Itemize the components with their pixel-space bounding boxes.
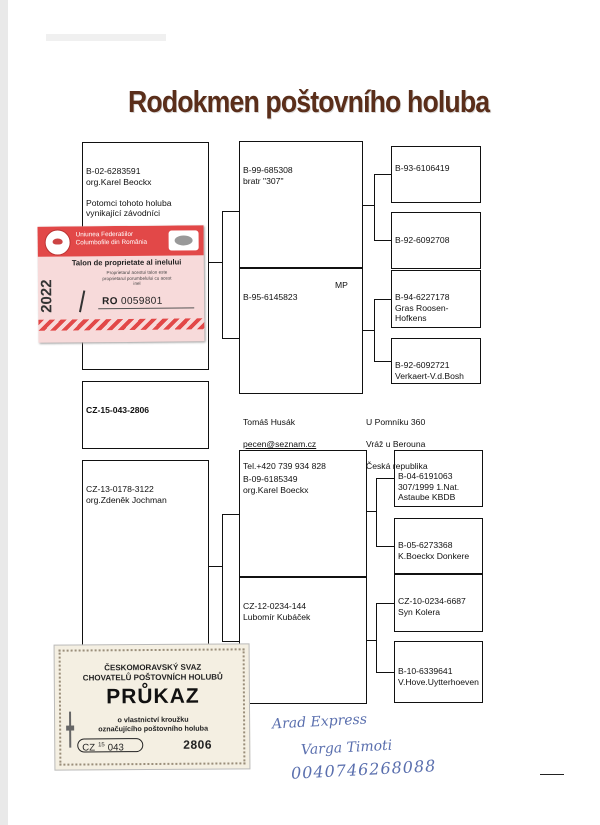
connector-line xyxy=(222,641,239,642)
connector-line xyxy=(374,361,391,362)
connector-line xyxy=(374,299,375,361)
ro-pen-mark xyxy=(79,290,85,312)
great-grandparent-box-6 xyxy=(394,518,483,574)
sibling-box xyxy=(82,381,209,449)
great-grandparent-box-3 xyxy=(391,270,481,328)
divider xyxy=(540,774,564,775)
cz-card-number: 2806 xyxy=(183,737,213,752)
connector-line xyxy=(376,603,394,604)
connector-line xyxy=(209,566,223,567)
ro-number: 0059801 xyxy=(120,295,163,308)
pigeon-org: org.Karel Beockx xyxy=(86,176,152,187)
ro-ring-number xyxy=(102,296,163,308)
owner-address xyxy=(366,406,428,483)
dam-org: org.Zdeněk Jochman xyxy=(86,494,167,505)
connector-line xyxy=(374,299,391,300)
cz-ring-label xyxy=(77,738,143,752)
connector-line xyxy=(209,262,223,263)
great-grandparent-box-7 xyxy=(394,574,483,632)
ro-talon-title: Talon de proprietate al inelului xyxy=(71,257,182,268)
great-grandparent-ring: B-92-6092721 xyxy=(395,360,450,371)
grandparent-box-4 xyxy=(239,577,367,704)
connector-line xyxy=(374,174,375,240)
cz-card-header: ČESKOMORAVSKÝ SVAZ CHOVATELŮ POŠTOVNÍCH HOLUBŮ xyxy=(82,662,223,683)
great-grandparent-ring: B-93-6106419 xyxy=(395,163,450,174)
owner-address-line3: Česká republika xyxy=(366,461,428,471)
connector-line xyxy=(374,174,391,175)
connector-line xyxy=(222,211,239,212)
ro-ring-ownership-sticker xyxy=(37,225,204,342)
grandparent-ring: B-09-6185349 xyxy=(243,474,298,485)
connector-line xyxy=(222,514,239,515)
page-title: Rodokmen poštovního holuba xyxy=(128,84,490,119)
grandparent-ring: B-99-685308 xyxy=(243,165,293,176)
pigeon-logo-icon xyxy=(169,230,199,250)
great-grandparent-ring: CZ-10-0234-6687 xyxy=(398,596,466,607)
ro-talon-note: Proprietarul acestui talon este proprietarul porumbelului cu acest inel xyxy=(102,269,172,287)
ro-sticker-header xyxy=(37,225,203,256)
connector-line xyxy=(222,211,223,339)
ro-union-name: Uniunea Federatiilor Columbofile din România xyxy=(75,230,148,247)
great-grandparent-box-1 xyxy=(391,146,481,203)
owner-address-line1: U Pomníku 360 xyxy=(366,417,426,427)
great-grandparent-ring: B-10-6339641 xyxy=(398,666,453,677)
grandparent-ring: B-95-6145823 xyxy=(243,292,298,303)
owner-phone: Tel.+420 739 934 828 xyxy=(243,461,326,471)
great-grandparent-note: K.Boeckx Donkere xyxy=(398,550,470,561)
grandparent-box-1 xyxy=(239,141,363,268)
ro-number-underline xyxy=(98,307,194,309)
ro-year: 2022 xyxy=(38,279,56,313)
cz-ring-prefix: CZ xyxy=(82,742,96,754)
cz-ring-year: 15 xyxy=(98,742,105,749)
connector-line xyxy=(376,603,377,672)
great-grandparent-note: Syn Kolera xyxy=(398,606,441,617)
great-grandparent-ring: B-04-6191063 xyxy=(398,471,453,482)
grandparent-ring: CZ-12-0234-144 xyxy=(243,601,307,612)
dam-ring: CZ-13-0178-3122 xyxy=(86,484,154,495)
handwritten-line-2: Varga Timoti xyxy=(300,737,393,759)
connector-line xyxy=(376,672,394,673)
great-grandparent-note: Verkaert-V.d.Bosh xyxy=(395,370,464,381)
scan-smudge xyxy=(46,34,166,41)
pedigree-sheet xyxy=(8,0,600,825)
grandparent-mark: MP xyxy=(335,280,348,290)
grandparent-note: Lubomír Kubáček xyxy=(243,611,311,622)
connector-line xyxy=(376,478,377,546)
ro-pattern-band xyxy=(38,318,204,330)
connector-line xyxy=(376,546,394,547)
owner-name: Tomáš Husák xyxy=(243,417,296,427)
great-grandparent-box-2 xyxy=(391,212,481,269)
great-grandparent-ring: B-94-6227178 xyxy=(395,292,450,303)
sibling-ring: CZ-15-043-2806 xyxy=(86,405,150,416)
great-grandparent-ring: B-92-6092708 xyxy=(395,235,450,246)
great-grandparent-note: 307/1999 1.Nat. Astaube KBDB xyxy=(398,481,460,503)
great-grandparent-ring: B-05-6273368 xyxy=(398,540,453,551)
great-grandparent-box-4 xyxy=(391,338,481,384)
grandparent-note: bratr "307" xyxy=(243,175,284,186)
grandparent-note: org.Karel Boeckx xyxy=(243,484,309,495)
great-grandparent-note: Gras Roosen- Hofkens xyxy=(395,302,449,324)
pin-icon xyxy=(69,712,71,748)
cz-card-subtitle: o vlastnictví kroužku označujícího poštovního holuba xyxy=(98,714,209,734)
connector-line xyxy=(222,514,223,642)
handwritten-line-3: 0040746268088 xyxy=(290,756,437,783)
owner-contact xyxy=(243,406,326,483)
handwritten-line-1: Arad Express xyxy=(271,711,368,733)
cz-card-title: PRŮKAZ xyxy=(106,684,200,709)
dam-box xyxy=(82,460,209,660)
pigeon-notes: Potomci tohoto holuba vynikající závodníci xyxy=(86,197,172,219)
cz-ring-ownership-card xyxy=(54,643,251,770)
connector-line xyxy=(222,338,239,339)
pigeon-ring: B-02-6283591 xyxy=(86,166,141,177)
owner-email-link[interactable]: pecen@seznam.cz xyxy=(243,439,317,449)
great-grandparent-box-8 xyxy=(394,641,483,703)
federation-logo-icon xyxy=(45,229,71,255)
owner-address-line2: Vráž u Berouna xyxy=(366,439,426,449)
ro-prefix: RO xyxy=(102,296,119,308)
great-grandparent-note: V.Hove.Uytterhoeven xyxy=(398,676,479,687)
connector-line xyxy=(374,240,391,241)
cz-ring-number: 043 xyxy=(107,742,124,754)
